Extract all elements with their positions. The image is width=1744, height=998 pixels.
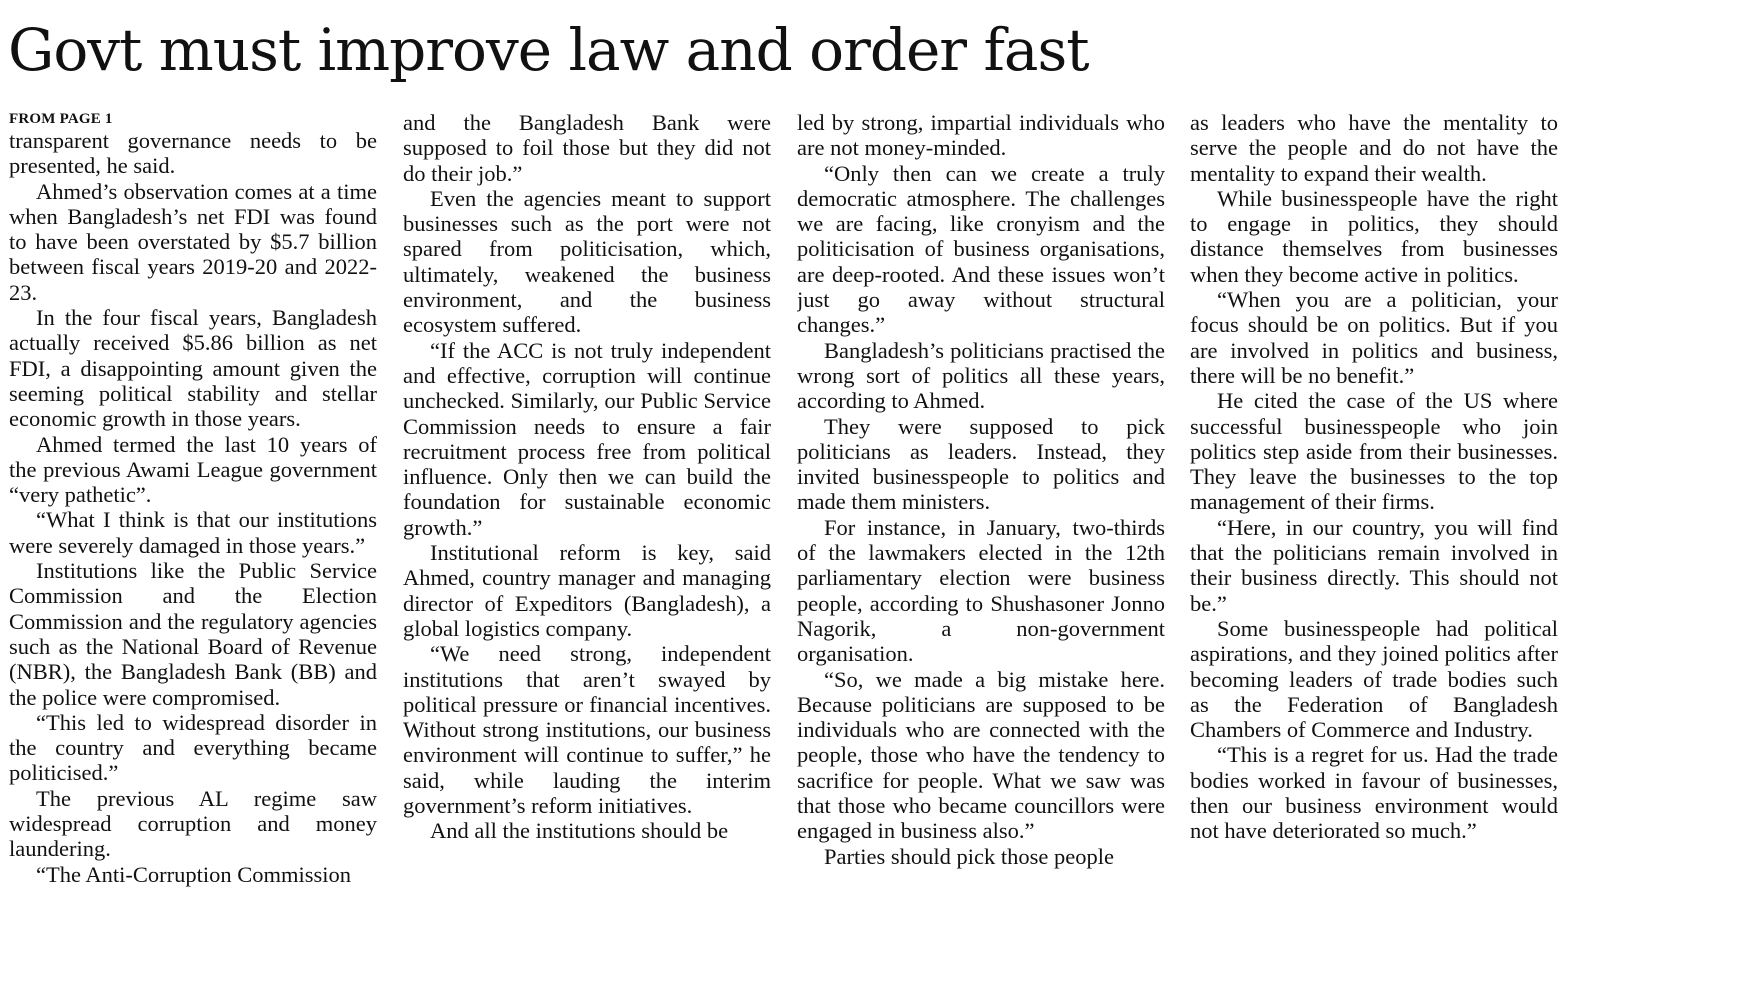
paragraph: transparent governance needs to be presented, he said. xyxy=(9,128,377,179)
paragraph: They were supposed to pick politicians as leaders. Instead, they invited businesspeople to politics and made them ministers. xyxy=(797,413,1165,515)
paragraph: “What I think is that our institutions were severely damaged in those years.” xyxy=(9,507,377,558)
paragraph: He cited the case of the US where successful businesspeople who join politics step aside from their businesses. They leave the businesses to the top management of their firms. xyxy=(1190,388,1558,515)
paragraph: And all the institutions should be xyxy=(430,818,729,844)
paragraph: For instance, in January, two-thirds of the lawmakers elected in the 12th parliamentary election were business people, according to Shushasoner Jonno Nagorik, a non-government organisation. xyxy=(797,514,1165,667)
paragraph: “When you are a politician, your focus should be on politics. But if you are involved in politics and business, there will be no benefit.” xyxy=(1190,287,1558,388)
paragraph: Institutions like the Public Service Commission and the Election Commission and the regulatory agencies such as the National Board of Revenue (NBR), the Bangladesh Bank (BB) and the police were compromised. xyxy=(9,558,377,710)
paragraph: “The Anti-Corruption Commission xyxy=(36,861,351,887)
article-column-2 xyxy=(403,110,771,970)
paragraph: Parties should pick those people xyxy=(824,843,1114,869)
paragraph: Even the agencies meant to support businesses such as the port were not spared from politicisation, which, ultimately, weakened the business environment, and the business ecosystem suffered. xyxy=(403,185,771,338)
article-column-1 xyxy=(9,110,377,970)
article-column-4 xyxy=(1190,110,1558,970)
paragraph: In the four fiscal years, Bangladesh actually received $5.86 billion as net FDI, a disappointing amount given the seeming political stability and stellar economic growth in those years. xyxy=(9,305,377,432)
paragraph: “If the ACC is not truly independent and effective, corruption will continue unchecked. Similarly, our Public Service Commission needs to ensure a fair recruitment process free from political influence. Only then we can build the foundation for sustainable economic growth.” xyxy=(403,337,771,540)
paragraph: Institutional reform is key, said Ahmed, country manager and managing director of Expeditors (Bangladesh), a global logistics company. xyxy=(403,540,771,641)
paragraph: and the Bangladesh Bank were supposed to foil those but they did not do their job.” xyxy=(403,110,771,186)
article-column-3 xyxy=(797,110,1165,970)
paragraph: led by strong, impartial individuals who are not money-minded. xyxy=(797,110,1165,161)
paragraph: The previous AL regime saw widespread corruption and money laundering. xyxy=(9,785,377,862)
kicker-label: FROM PAGE 1 xyxy=(9,111,113,127)
headline: Govt must improve law and order fast xyxy=(8,16,1089,84)
paragraph: “Here, in our country, you will find that the politicians remain involved in their business directly. This should not be.” xyxy=(1190,514,1558,616)
paragraph: “Only then can we create a truly democratic atmosphere. The challenges we are facing, like cronyism and the politicisation of business organisations, are deep-rooted. And these issues won’t just go away without structural changes.” xyxy=(797,160,1165,338)
paragraph: “This is a regret for us. Had the trade bodies worked in favour of businesses, then our business environment would not have deteriorated so much.” xyxy=(1190,742,1558,844)
paragraph: as leaders who have the mentality to serve the people and do not have the mentality to expand their wealth. xyxy=(1190,110,1558,186)
paragraph: “We need strong, independent institutions that aren’t swayed by political pressure or financial incentives. Without strong institutions, our business environment will continue to suffer,” he said, while lauding the interim government’s reform initiatives. xyxy=(403,641,771,819)
paragraph: Ahmed termed the last 10 years of the previous Awami League government “very pathetic”. xyxy=(9,431,377,508)
paragraph: Bangladesh’s politicians practised the wrong sort of politics all these years, according to Ahmed. xyxy=(797,337,1165,414)
paragraph: “So, we made a big mistake here. Because politicians are supposed to be individuals who are connected with the people, those who have the tendency to sacrifice for people. What we saw was that those who became councillors were engaged in business also.” xyxy=(797,666,1165,844)
paragraph: Ahmed’s observation comes at a time when Bangladesh’s net FDI was found to have been overstated by $5.7 billion between fiscal years 2019-20 and 2022-23. xyxy=(9,178,377,305)
paragraph: While businesspeople have the right to engage in politics, they should distance themselves from businesses when they become active in politics. xyxy=(1190,185,1558,287)
paragraph: Some businesspeople had political aspirations, and they joined politics after becoming leaders of trade bodies such as the Federation of Bangladesh Chambers of Commerce and Industry. xyxy=(1190,615,1558,743)
paragraph: “This led to widespread disorder in the country and everything became politicised.” xyxy=(9,709,377,786)
